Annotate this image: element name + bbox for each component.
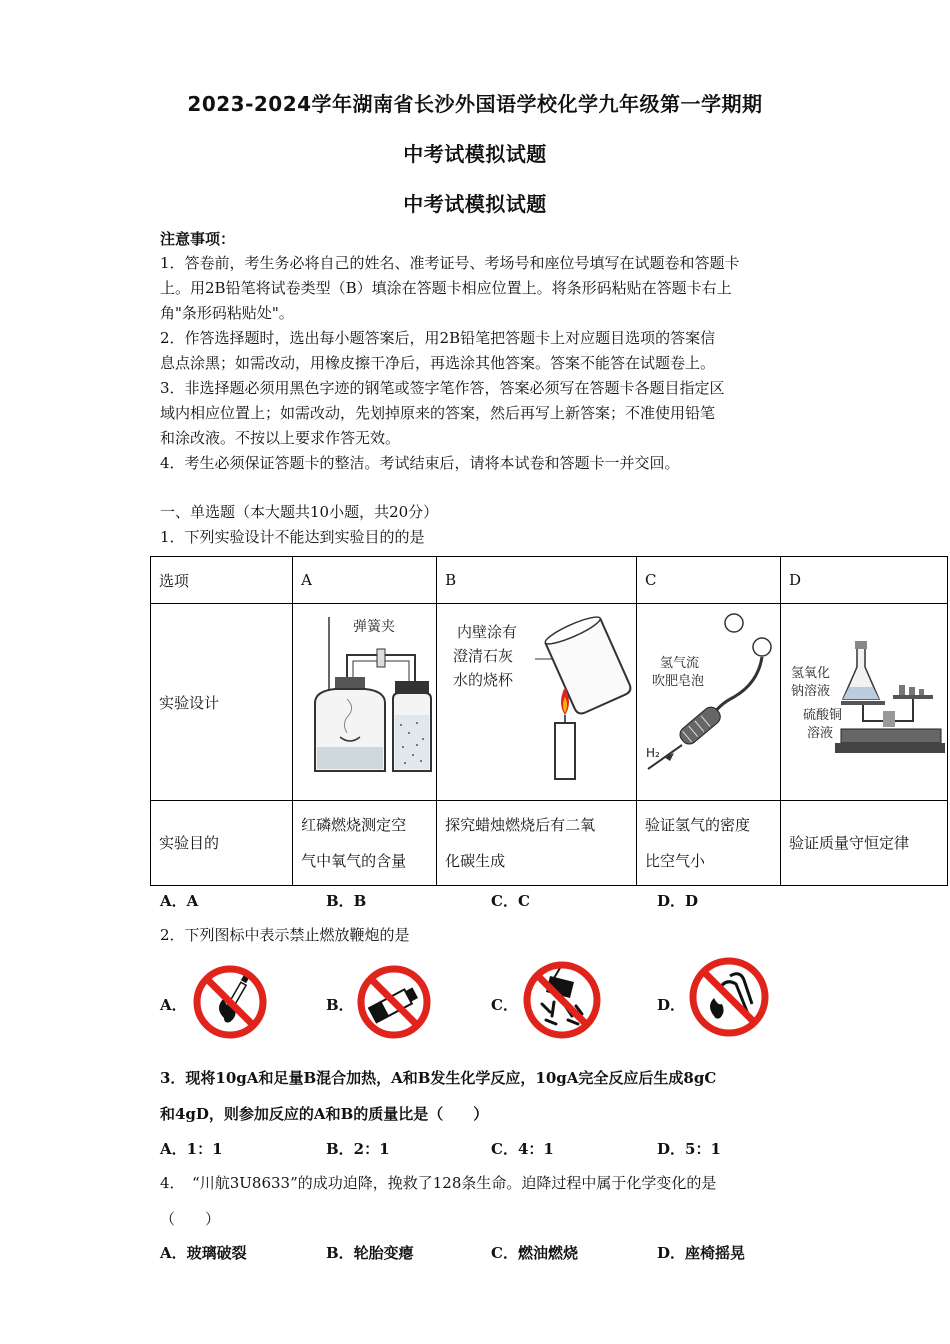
no-open-flame-icon[interactable] bbox=[686, 954, 772, 1040]
q4-option[interactable]: C．燃油燃烧 bbox=[491, 1244, 578, 1262]
q2-option-label[interactable]: C． bbox=[491, 996, 518, 1014]
q4-option[interactable]: B．轮胎变瘪 bbox=[326, 1244, 414, 1262]
label-cuso4: 硫酸铜 bbox=[802, 708, 842, 723]
aim-text: 探究蜡烛燃烧后有二氧 bbox=[445, 816, 596, 834]
q3-option[interactable]: B．2：1 bbox=[326, 1140, 390, 1158]
label-beaker: 澄清石灰 bbox=[452, 647, 513, 665]
aim-text: 红磷燃烧测定空 bbox=[301, 816, 407, 834]
q4-stem-line2: （ ） bbox=[160, 1210, 221, 1228]
table-header-cell: D bbox=[780, 557, 947, 604]
red-phosphorus-apparatus-icon bbox=[295, 607, 435, 797]
label-naoh: 钠溶液 bbox=[790, 684, 830, 699]
design-label: 实验设计 bbox=[151, 604, 293, 801]
aim-label: 实验目的 bbox=[151, 801, 293, 886]
notice-line: 上。用2B铅笔将试卷类型（B）填涂在答题卡相应位置上。将条形码粘贴在答题卡右上 bbox=[160, 279, 732, 297]
q3-option[interactable]: C．4：1 bbox=[491, 1140, 554, 1158]
q1-option[interactable]: B．B bbox=[326, 892, 367, 910]
notice-line: 域内相应位置上；如需改动，先划掉原来的答案，然后再写上新答案；不准使用铅笔 bbox=[160, 404, 716, 422]
paper-title-line2: 中考试模拟试题 bbox=[403, 142, 547, 166]
aim-text: 化碳生成 bbox=[445, 852, 506, 870]
q1-option[interactable]: D．D bbox=[657, 892, 699, 910]
paper-title-line3: 中考试模拟试题 bbox=[403, 192, 547, 216]
balance-scale-icon bbox=[781, 607, 947, 797]
notice-line: 3．非选择题必须用黑色字迹的钢笔或签字笔作答，答案必须写在答题卡各题目指定区 bbox=[160, 379, 725, 397]
design-d-cell bbox=[780, 604, 947, 801]
label-spring-clip: 弹簧夹 bbox=[352, 619, 395, 635]
notice-line: 1．答卷前，考生务必将自己的姓名、准考证号、考场号和座位号填写在试题卷和答题卡 bbox=[160, 254, 740, 272]
q2-option-label[interactable]: B． bbox=[326, 996, 354, 1014]
label-cuso4: 溶液 bbox=[806, 726, 833, 741]
aim-text: 验证氢气的密度 bbox=[645, 816, 751, 834]
notice-line: 角"条形码粘贴处"。 bbox=[160, 304, 294, 322]
q4-option[interactable]: A．玻璃破裂 bbox=[160, 1244, 247, 1262]
no-firecracker-icon[interactable] bbox=[520, 958, 604, 1042]
q4-stem-line1: 4． “川航3U8633”的成功迫降，挽救了128条生命。迫降过程中属于化学变化的是 bbox=[160, 1174, 717, 1192]
q1-stem: 1．下列实验设计不能达到实验目的的是 bbox=[160, 528, 425, 546]
table-header-cell: B bbox=[437, 557, 637, 604]
aim-text: 比空气小 bbox=[645, 852, 706, 870]
q3-stem-line2: 和4gD，则参加反应的A和B的质量比是（ ） bbox=[160, 1105, 489, 1123]
aim-text: 气中氧气的含量 bbox=[301, 852, 407, 870]
notice-line: 4．考生必须保证答题卡的整洁。考试结束后，请将本试卷和答题卡一并交回。 bbox=[160, 454, 680, 472]
aim-cell-a bbox=[293, 801, 437, 886]
label-beaker: 水的烧杯 bbox=[452, 671, 513, 689]
label-h2: H₂ bbox=[646, 746, 661, 760]
no-cigarette-icon[interactable] bbox=[354, 962, 434, 1042]
q2-stem: 2．下列图标中表示禁止燃放鞭炮的是 bbox=[160, 926, 410, 944]
hydrogen-bubble-icon bbox=[638, 607, 778, 797]
label-hydrogen: 吹肥皂泡 bbox=[652, 674, 705, 689]
design-b-cell bbox=[437, 604, 637, 801]
table-header-cell: C bbox=[637, 557, 781, 604]
table-header-cell: A bbox=[293, 557, 437, 604]
q2-option-label[interactable]: D． bbox=[657, 996, 686, 1014]
label-naoh: 氢氧化 bbox=[790, 666, 830, 681]
candle-beaker-icon bbox=[439, 607, 635, 797]
no-smoking-fire-icon[interactable] bbox=[190, 962, 270, 1042]
q2-option-label[interactable]: A． bbox=[160, 996, 187, 1014]
section-heading: 一、单选题（本大题共10小题，共20分） bbox=[160, 503, 439, 521]
q3-option[interactable]: A．1：1 bbox=[160, 1140, 223, 1158]
table-header-cell: 选项 bbox=[151, 557, 293, 604]
q1-table bbox=[150, 556, 948, 886]
notice-line: 息点涂黑；如需改动，用橡皮擦干净后，再选涂其他答案。答案不能答在试题卷上。 bbox=[160, 354, 716, 372]
aim-cell-b bbox=[437, 801, 637, 886]
label-beaker: 内壁涂有 bbox=[456, 623, 517, 641]
label-hydrogen: 氢气流 bbox=[660, 656, 700, 671]
aim-text: 验证质量守恒定律 bbox=[788, 834, 909, 852]
aim-cell-c bbox=[637, 801, 781, 886]
q4-option[interactable]: D．座椅摇晃 bbox=[657, 1244, 746, 1262]
paper-title-line1: 2023-2024学年湖南省长沙外国语学校化学九年级第一学期期 bbox=[187, 92, 763, 116]
design-a-cell bbox=[293, 604, 437, 801]
q3-option[interactable]: D．5：1 bbox=[657, 1140, 721, 1158]
q3-stem-line1: 3．现将10gA和足量B混合加热，A和B发生化学反应，10gA完全反应后生成8gC bbox=[160, 1069, 717, 1087]
q1-option[interactable]: C．C bbox=[491, 892, 530, 910]
aim-cell-d bbox=[780, 801, 947, 886]
q1-option[interactable]: A．A bbox=[160, 892, 199, 910]
notice-line: 2．作答选择题时，选出每小题答案后，用2B铅笔把答题卡上对应题目选项的答案信 bbox=[160, 329, 716, 347]
notice-line: 和涂改液。不按以上要求作答无效。 bbox=[160, 429, 401, 447]
notice-heading: 注意事项： bbox=[160, 230, 236, 248]
design-c-cell bbox=[637, 604, 781, 801]
